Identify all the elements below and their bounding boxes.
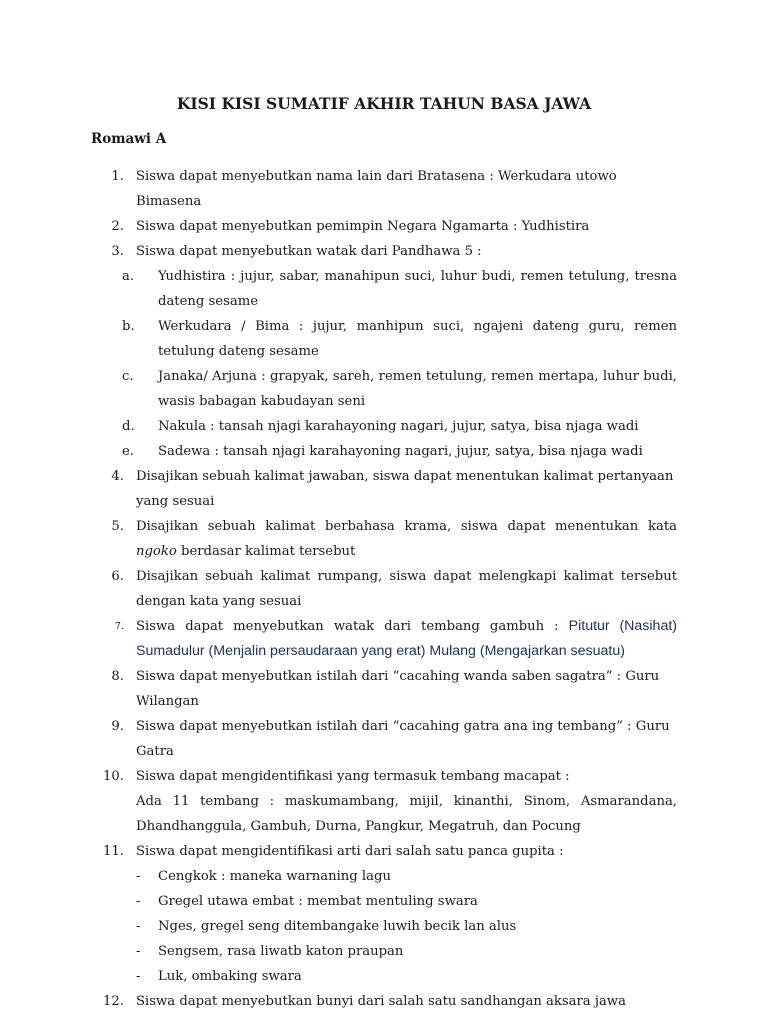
- sub-item-letter: a.: [122, 269, 135, 284]
- dash-bullet: -: [136, 969, 141, 984]
- sub-item-letter: b.: [122, 319, 135, 334]
- sub-item-text: Werkudara / Bima : jujur, manhipun suci, ngajeni dateng guru, remen tetulung dateng sesame: [158, 319, 677, 359]
- sub-item-text: Nakula : tansah njagi karahayoning nagari, jujur, satya, bisa njaga wadi: [158, 419, 639, 434]
- item-text: Siswa dapat menyebutkan istilah dari “cacahing gatra ana ing tembang” : Guru Gatra: [136, 719, 670, 759]
- item-number: 2.: [111, 219, 124, 234]
- list-item: [0, 214, 768, 239]
- list-item: [0, 664, 768, 714]
- item-text-part: berdasar kalimat tersebut: [176, 544, 356, 559]
- dash-item-text: Cengkok : maneka warnaning lagu: [158, 869, 391, 884]
- list-item: [0, 464, 768, 514]
- item-text: Siswa dapat menyebutkan istilah dari “cacahing wanda saben sagatra” : Guru Wilangan: [136, 669, 660, 709]
- page-title: KISI KISI SUMATIF AKHIR TAHUN BASA JAWA: [176, 94, 592, 113]
- dash-bullet: -: [136, 944, 141, 959]
- sub-list-item: [0, 364, 768, 414]
- sub-item-text: Yudhistira : jujur, sabar, manahipun suci, luhur budi, remen tetulung, tresna dateng sesame: [158, 269, 677, 309]
- item-text: Siswa dapat menyebutkan nama lain dari Bratasena : Werkudara utowo Bimasena: [136, 169, 617, 209]
- gambuh-character: Pitutur (Nasihat) Sumadulur (Menjalin persaudaraan yang erat) Mulang (Mengajarkan sesuatu): [136, 618, 677, 659]
- item-number: 4.: [111, 469, 124, 484]
- list-item: [0, 764, 768, 789]
- item-list: [0, 164, 768, 1014]
- item-number: 11.: [103, 844, 124, 859]
- list-item: [0, 839, 768, 864]
- item-text: [136, 614, 677, 664]
- item-number: 9.: [111, 719, 124, 734]
- dash-item-text: Gregel utawa embat : membat mentuling swara: [158, 894, 478, 909]
- list-item: [0, 714, 768, 764]
- sub-item-letter: c.: [122, 369, 134, 384]
- dash-list-item: [0, 889, 768, 914]
- sub-item-letter: e.: [122, 444, 134, 459]
- item-number: 6.: [111, 569, 124, 584]
- item-number: 12.: [103, 994, 124, 1009]
- dash-bullet: -: [136, 869, 141, 884]
- item-paragraph: [0, 789, 768, 839]
- list-item: [0, 989, 768, 1014]
- sub-list-item: [0, 439, 768, 464]
- dash-item-text: Nges, gregel seng ditembangake luwih becik lan alus: [158, 919, 517, 934]
- item-text: Disajikan sebuah kalimat rumpang, siswa dapat melengkapi kalimat tersebut dengan kata yang sesuai: [136, 569, 677, 609]
- item-number: 5.: [111, 519, 124, 534]
- list-item: [0, 164, 768, 214]
- item-paragraph-text: Ada 11 tembang : maskumambang, mijil, kinanthi, Sinom, Asmarandana, Dhandhanggula, Gambuh, Durna, Pangkur, Megatruh, dan Pocung: [136, 794, 677, 834]
- sub-item-text: Janaka/ Arjuna : grapyak, sareh, remen tetulung, remen mertapa, luhur budi, wasis babagan kabudayan seni: [158, 369, 677, 409]
- sub-item-letter: d.: [122, 419, 135, 434]
- dash-list-item: [0, 939, 768, 964]
- item-number: 1.: [111, 169, 124, 184]
- item-text: [136, 514, 677, 564]
- item-text: Siswa dapat menyebutkan bunyi dari salah satu sandhangan aksara jawa: [136, 994, 626, 1009]
- section-heading: Romawi A: [91, 131, 167, 147]
- item-number: 8.: [111, 669, 124, 684]
- item-text: Siswa dapat menyebutkan pemimpin Negara Ngamarta : Yudhistira: [136, 219, 590, 234]
- item-number: 7.: [114, 621, 124, 632]
- sub-item-text: Sadewa : tansah njagi karahayoning nagari, jujur, satya, bisa njaga wadi: [158, 444, 643, 459]
- list-item: [0, 564, 768, 614]
- item-text-part: Disajikan sebuah kalimat berbahasa krama, siswa dapat menentukan kata: [136, 519, 677, 534]
- dash-item-text: Sengsem, rasa liwatb katon praupan: [158, 944, 404, 959]
- list-item: [0, 614, 768, 664]
- item-number: 10.: [103, 769, 124, 784]
- item-number: 3.: [111, 244, 124, 259]
- item-text-part: Siswa dapat menyebutkan watak dari tembang gambuh :: [136, 619, 569, 634]
- dash-bullet: -: [136, 894, 141, 909]
- italic-term: ngoko: [136, 544, 177, 559]
- dash-list-item: [0, 864, 768, 889]
- dash-item-text: Luk, ombaking swara: [158, 969, 302, 984]
- list-item: [0, 514, 768, 564]
- dash-list-item: [0, 914, 768, 939]
- sub-list-item: [0, 414, 768, 439]
- item-text: Siswa dapat mengidentifikasi yang termasuk tembang macapat :: [136, 769, 570, 784]
- list-item: [0, 239, 768, 264]
- dash-list-item: [0, 964, 768, 989]
- item-text: Disajikan sebuah kalimat jawaban, siswa dapat menentukan kalimat pertanyaan yang sesuai: [136, 469, 674, 509]
- item-text: Siswa dapat mengidentifikasi arti dari salah satu panca gupita :: [136, 844, 564, 859]
- item-text: Siswa dapat menyebutkan watak dari Pandhawa 5 :: [136, 244, 482, 259]
- dash-bullet: -: [136, 919, 141, 934]
- sub-list-item: [0, 314, 768, 364]
- sub-list-item: [0, 264, 768, 314]
